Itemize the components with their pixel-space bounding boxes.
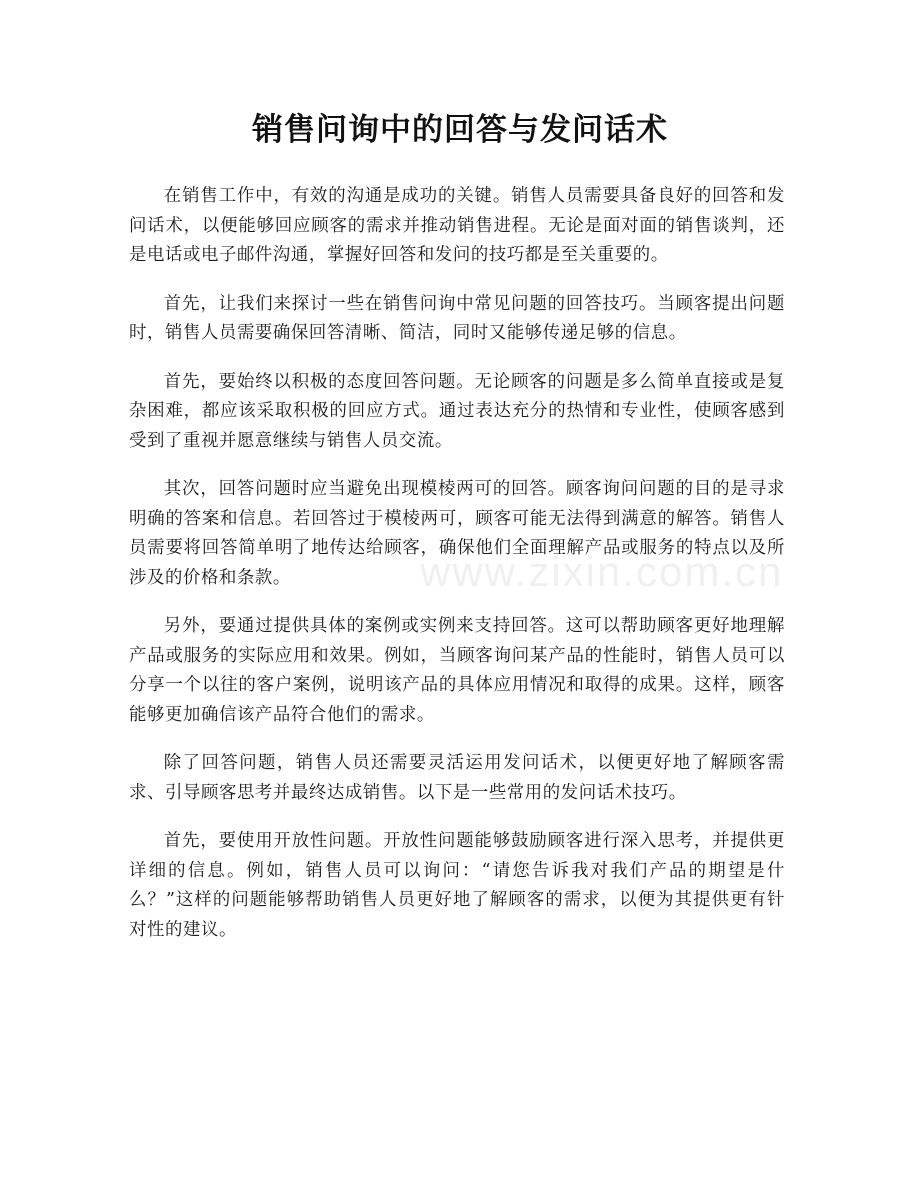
watermark: www.zixin.com.cn: [420, 548, 784, 595]
paragraph-5: 另外，要通过提供具体的案例或实例来支持回答。这可以帮助顾客更好地理解产品或服务的实际应用和效果。例如，当顾客询问某产品的性能时，销售人员可以分享一个以往的客户案例，说明该产品的具体应用情况和取得的成果。这样，顾客能够更加确信该产品符合他们的需求。: [129, 616, 785, 725]
paragraph-3: 首先，要始终以积极的态度回答问题。无论顾客的问题是多么简单直接或是复杂困难，都应该采取积极的回应方式。通过表达充分的热情和专业性，使顾客感到受到了重视并愿意继续与销售人员交流。: [129, 371, 785, 451]
document-title: 销售问询中的回答与发问话术: [252, 112, 668, 148]
paragraph-6: 除了回答问题，销售人员还需要灵活运用发问话术，以便更好地了解顾客需求、引导顾客思考并最终达成销售。以下是一些常用的发问话术技巧。: [129, 753, 785, 803]
paragraph-7: 首先，要使用开放性问题。开放性问题能够鼓励顾客进行深入思考，并提供更详细的信息。例如，销售人员可以询问：“请您告诉我对我们产品的期望是什么？”这样的问题能够帮助销售人员更好地了解顾客的需求，以便为其提供更有针对性的建议。: [129, 831, 785, 940]
paragraph-1: 在销售工作中，有效的沟通是成功的关键。销售人员需要具备良好的回答和发问话术，以便能够回应顾客的需求并推动销售进程。无论是面对面的销售谈判，还是电话或电子邮件沟通，掌握好回答和发问的技巧都是至关重要的。: [129, 186, 785, 265]
document-body: [129, 182, 785, 964]
paragraph-4: 其次，回答问题时应当避免出现模棱两可的回答。顾客询问问题的目的是寻求明确的答案和信息。若回答过于模棱两可，顾客可能无法得到满意的解答。销售人员需要将回答简单明了地传达给顾客，确保他们全面理解产品或服务的特点以及所涉及的价格和条款。: [129, 479, 785, 588]
paragraph-2: 首先，让我们来探讨一些在销售问询中常见问题的回答技巧。当顾客提出问题时，销售人员需要确保回答清晰、简洁，同时又能够传递足够的信息。: [129, 293, 785, 343]
